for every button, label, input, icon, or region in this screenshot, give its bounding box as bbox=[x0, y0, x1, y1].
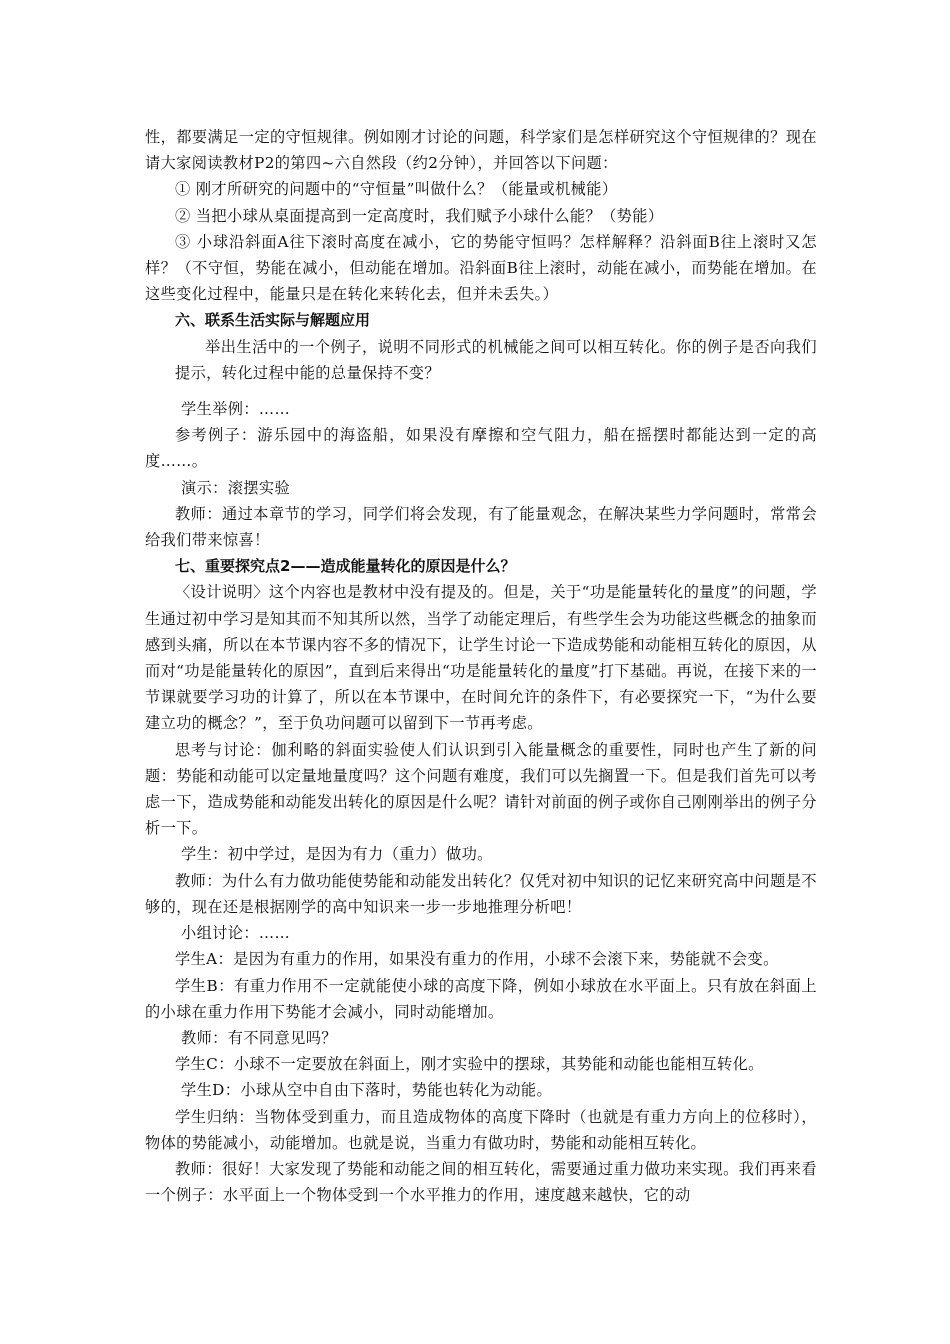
paragraph: 学生C：小球不一定要放在斜面上，刚才实验中的摆球，其势能和动能也能相互转化。 bbox=[175, 1055, 764, 1074]
paragraph: 学生：初中学过，是因为有力（重力）做功。 bbox=[181, 845, 493, 864]
design-note: 〈设计说明〉这个内容也是教材中没有提及的。但是，关于“功是能量转化的量度”的问题，学生通过初中学习是知其而不知其所以然，当学了动能定理后，有些学生会为功能这些概念的抽象而感到头痛，所以在本节课内容不多的情况下，让学生讨论一下造成势能和动能相互转化的原因，从而对“功是能量转化的原因”，直到后来得出“功是能量转化的量度”打下基础。再说，在接下来的一节课就要学习功的计算了，所以在本节课中，在时间允许的条件下，有必要探究一下，“为什么要建立功的概念？”，至于负功问题可以留到下一节再考虑。 bbox=[145, 583, 817, 733]
section-heading-6: 六、联系生活实际与解题应用 bbox=[175, 311, 371, 330]
question-2: ② 当把小球从桌面提高到一定高度时，我们赋予小球什么能？（势能） bbox=[175, 206, 664, 225]
paragraph: 思考与讨论：伽利略的斜面实验使人们认识到引入能量概念的重要性，同时也产生了新的问题：势能和动能可以定量地量度吗？这个问题有难度，我们可以先搁置一下。但是我们首先可以考虑一下，造成势能和动能发出转化的原因是什么呢？请针对前面的例子或你自己刚刚举出的例子分析一下。 bbox=[145, 740, 817, 838]
paragraph: 小组讨论：…… bbox=[181, 924, 291, 943]
section-heading-7: 七、重要探究点2——造成能量转化的原因是什么？ bbox=[175, 557, 516, 576]
paragraph: 学生D：小球从空中自由下落时，势能也转化为动能。 bbox=[181, 1081, 553, 1100]
paragraph: 学生归纳：当物体受到重力，而且造成物体的高度下降时（也就是有重力方向上的位移时），物体的势能减小，动能增加。也就是说，当重力有做功时，势能和动能相互转化。 bbox=[145, 1107, 817, 1152]
paragraph: 教师：有不同意见吗？ bbox=[181, 1028, 337, 1047]
paragraph: 学生举例：…… bbox=[181, 400, 291, 419]
paragraph: 演示：滚摆实验 bbox=[181, 478, 291, 497]
paragraph: 学生A：是因为有重力的作用，如果没有重力的作用，小球不会滚下来，势能就不会变。 bbox=[175, 950, 779, 969]
paragraph: 教师：通过本章节的学习，同学们将会发现，有了能量观念，在解决某些力学问题时，常常会给我们带来惊喜！ bbox=[145, 504, 817, 550]
paragraph: 学生B：有重力作用不一定就能使小球的高度下降，例如小球放在水平面上。只有放在斜面上的小球在重力作用下势能才会减小，同时动能增加。 bbox=[145, 976, 817, 1021]
question-3: ③ 小球沿斜面A往下滚时高度在减小，它的势能守恒吗？怎样解释？沿斜面B往上滚时又怎样？（不守恒，势能在减小，但动能在增加。沿斜面B往上滚时，动能在减小，而势能在增加。在这些变化过程中，能量只是在转化来转化去，但并未丢失。） bbox=[145, 232, 817, 304]
paragraph: 教师：很好！大家发现了势能和动能之间的相互转化，需要通过重力做功来实现。我们再来看一个例子：水平面上一个物体受到一个水平推力的作用，速度越来越快，它的动 bbox=[145, 1159, 817, 1205]
document-body bbox=[145, 124, 817, 1208]
question-1: ① 刚才所研究的问题中的“守恒量”叫做什么？（能量或机械能） bbox=[175, 180, 618, 199]
paragraph: 性，都要满足一定的守恒规律。例如刚才讨论的问题，科学家们是怎样研究这个守恒规律的？现在请大家阅读教材P2的第四~六自然段（约2分钟），并回答以下问题： bbox=[145, 128, 817, 173]
paragraph: 参考例子：游乐园中的海盗船，如果没有摩擦和空气阻力，船在摇摆时都能达到一定的高度……。 bbox=[145, 426, 817, 471]
paragraph: 举出生活中的一个例子，说明不同形式的机械能之间可以相互转化。你的例子是否向我们提示，转化过程中能的总量保持不变？ bbox=[175, 337, 817, 382]
paragraph: 教师：为什么有力做功能使势能和动能发出转化？仅凭对初中知识的记忆来研究高中问题是不够的，现在还是根据刚学的高中知识来一步一步地推理分析吧！ bbox=[145, 871, 817, 916]
